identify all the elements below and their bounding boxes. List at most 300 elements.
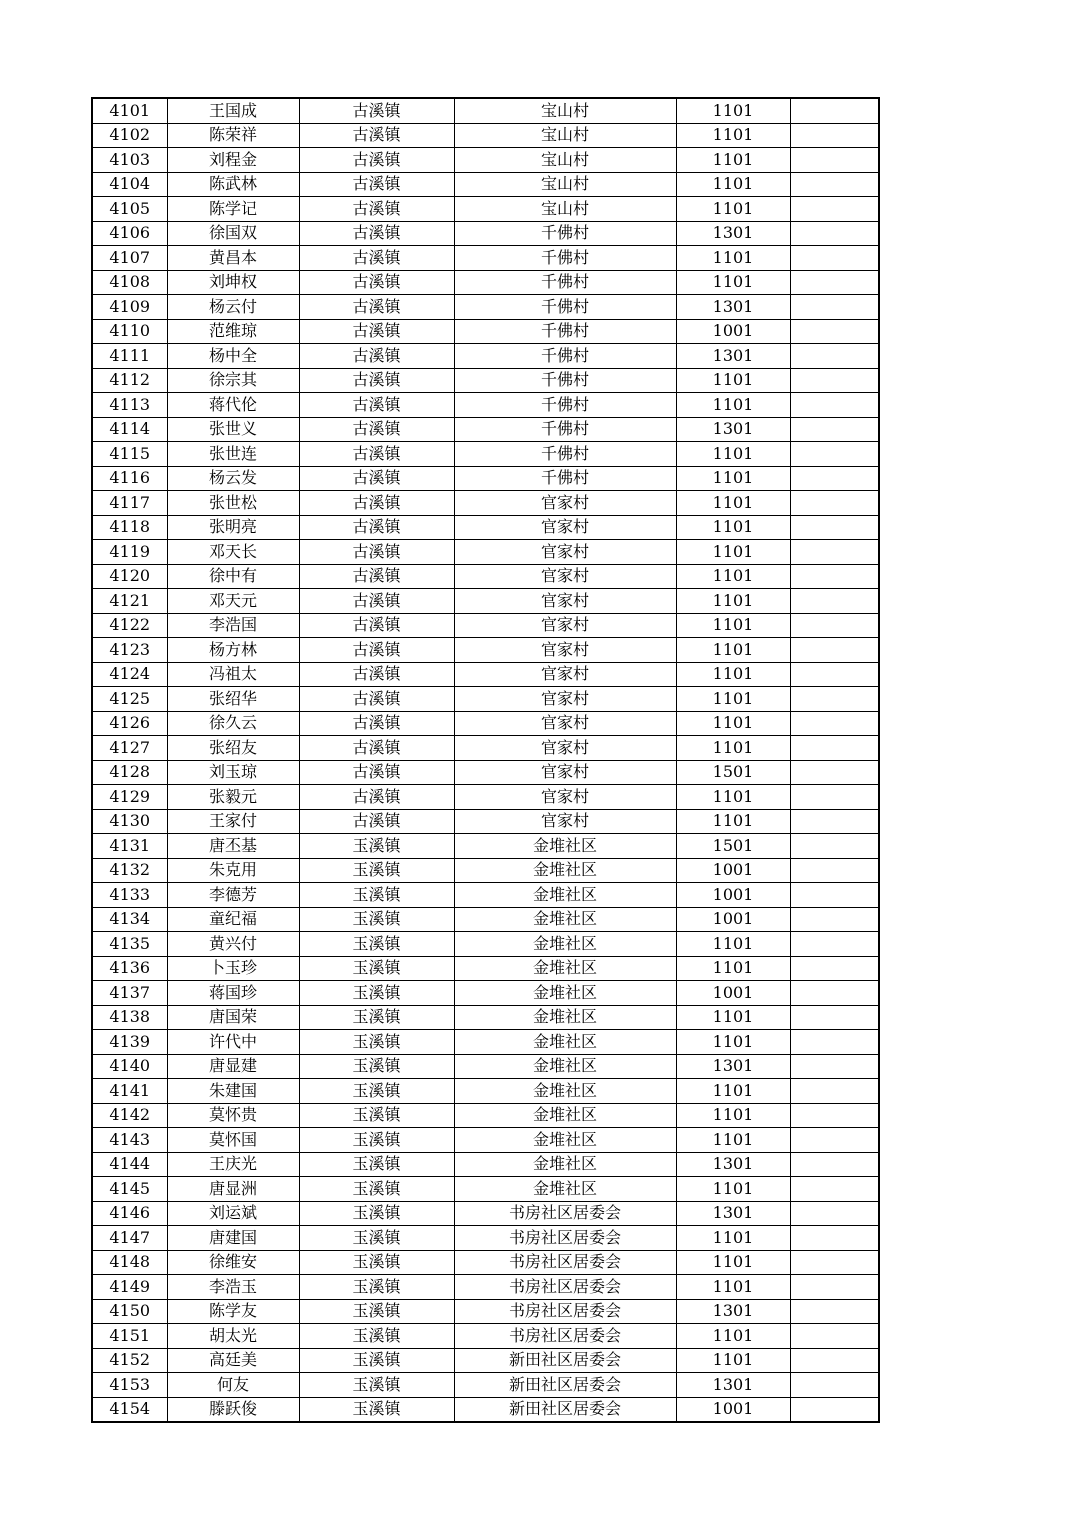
cell-town: 古溪镇 — [299, 466, 454, 491]
table-row — [92, 393, 879, 418]
cell-note — [790, 442, 879, 467]
cell-village: 书房社区居委会 — [454, 1250, 676, 1275]
cell-town: 玉溪镇 — [299, 858, 454, 883]
cell-village: 千佛村 — [454, 246, 676, 271]
cell-id: 4140 — [92, 1054, 167, 1079]
cell-note — [790, 1103, 879, 1128]
table-row — [92, 956, 879, 981]
cell-town: 玉溪镇 — [299, 1348, 454, 1373]
table-row — [92, 711, 879, 736]
cell-town: 古溪镇 — [299, 638, 454, 663]
cell-note — [790, 270, 879, 295]
cell-name: 何友 — [167, 1373, 299, 1398]
cell-village: 新田社区居委会 — [454, 1397, 676, 1422]
cell-town: 古溪镇 — [299, 270, 454, 295]
cell-note — [790, 123, 879, 148]
cell-name: 刘坤权 — [167, 270, 299, 295]
cell-name: 李浩国 — [167, 613, 299, 638]
cell-note — [790, 1275, 879, 1300]
cell-village: 官家村 — [454, 589, 676, 614]
cell-code: 1001 — [676, 883, 790, 908]
cell-village: 金堆社区 — [454, 956, 676, 981]
cell-id: 4133 — [92, 883, 167, 908]
cell-village: 官家村 — [454, 662, 676, 687]
cell-town: 古溪镇 — [299, 246, 454, 271]
table-row — [92, 1128, 879, 1153]
records-table — [91, 97, 880, 1423]
cell-town: 古溪镇 — [299, 613, 454, 638]
cell-id: 4147 — [92, 1226, 167, 1251]
cell-village: 书房社区居委会 — [454, 1324, 676, 1349]
cell-name: 邓天元 — [167, 589, 299, 614]
cell-code: 1001 — [676, 319, 790, 344]
table-row — [92, 638, 879, 663]
cell-town: 古溪镇 — [299, 123, 454, 148]
table-row — [92, 785, 879, 810]
cell-town: 古溪镇 — [299, 515, 454, 540]
table-row — [92, 589, 879, 614]
cell-town: 古溪镇 — [299, 687, 454, 712]
cell-village: 金堆社区 — [454, 1005, 676, 1030]
cell-name: 黄昌本 — [167, 246, 299, 271]
table-row — [92, 1275, 879, 1300]
cell-note — [790, 1005, 879, 1030]
cell-note — [790, 1152, 879, 1177]
cell-village: 千佛村 — [454, 344, 676, 369]
cell-code: 1101 — [676, 246, 790, 271]
table-row — [92, 98, 879, 123]
cell-town: 玉溪镇 — [299, 1103, 454, 1128]
cell-code: 1101 — [676, 1128, 790, 1153]
cell-id: 4112 — [92, 368, 167, 393]
cell-town: 玉溪镇 — [299, 932, 454, 957]
cell-code: 1101 — [676, 785, 790, 810]
cell-town: 古溪镇 — [299, 172, 454, 197]
cell-id: 4114 — [92, 417, 167, 442]
cell-id: 4151 — [92, 1324, 167, 1349]
cell-code: 1101 — [676, 442, 790, 467]
cell-code: 1101 — [676, 172, 790, 197]
cell-code: 1101 — [676, 638, 790, 663]
cell-name: 范维琼 — [167, 319, 299, 344]
cell-code: 1001 — [676, 907, 790, 932]
cell-id: 4103 — [92, 148, 167, 173]
cell-village: 书房社区居委会 — [454, 1275, 676, 1300]
cell-village: 金堆社区 — [454, 1152, 676, 1177]
cell-village: 千佛村 — [454, 295, 676, 320]
cell-name: 黄兴付 — [167, 932, 299, 957]
cell-id: 4149 — [92, 1275, 167, 1300]
cell-id: 4116 — [92, 466, 167, 491]
cell-village: 金堆社区 — [454, 834, 676, 859]
cell-name: 许代中 — [167, 1030, 299, 1055]
cell-code: 1101 — [676, 1275, 790, 1300]
cell-name: 杨云发 — [167, 466, 299, 491]
cell-town: 古溪镇 — [299, 393, 454, 418]
cell-note — [790, 1079, 879, 1104]
table-row — [92, 344, 879, 369]
cell-code: 1001 — [676, 1397, 790, 1422]
cell-code: 1301 — [676, 1201, 790, 1226]
cell-name: 徐国双 — [167, 221, 299, 246]
table-row — [92, 1079, 879, 1104]
cell-town: 古溪镇 — [299, 760, 454, 785]
cell-code: 1301 — [676, 344, 790, 369]
cell-name: 唐建国 — [167, 1226, 299, 1251]
cell-name: 莫怀国 — [167, 1128, 299, 1153]
cell-note — [790, 1030, 879, 1055]
cell-code: 1501 — [676, 760, 790, 785]
cell-town: 古溪镇 — [299, 221, 454, 246]
cell-name: 唐显建 — [167, 1054, 299, 1079]
cell-note — [790, 148, 879, 173]
table-row — [92, 270, 879, 295]
table-row — [92, 417, 879, 442]
table-row — [92, 1299, 879, 1324]
cell-code: 1101 — [676, 1250, 790, 1275]
cell-village: 金堆社区 — [454, 883, 676, 908]
cell-note — [790, 344, 879, 369]
cell-town: 玉溪镇 — [299, 1373, 454, 1398]
cell-code: 1101 — [676, 1103, 790, 1128]
table-row — [92, 1152, 879, 1177]
cell-town: 玉溪镇 — [299, 883, 454, 908]
cell-town: 古溪镇 — [299, 785, 454, 810]
cell-code: 1301 — [676, 417, 790, 442]
cell-code: 1101 — [676, 368, 790, 393]
cell-note — [790, 1373, 879, 1398]
cell-id: 4102 — [92, 123, 167, 148]
cell-code: 1101 — [676, 1030, 790, 1055]
cell-note — [790, 466, 879, 491]
cell-village: 新田社区居委会 — [454, 1348, 676, 1373]
cell-name: 张世义 — [167, 417, 299, 442]
cell-village: 官家村 — [454, 564, 676, 589]
cell-code: 1101 — [676, 1226, 790, 1251]
table-row — [92, 1005, 879, 1030]
cell-name: 徐宗其 — [167, 368, 299, 393]
cell-name: 张世松 — [167, 491, 299, 516]
cell-code: 1301 — [676, 221, 790, 246]
table-row — [92, 1030, 879, 1055]
cell-id: 4110 — [92, 319, 167, 344]
cell-village: 千佛村 — [454, 442, 676, 467]
cell-village: 官家村 — [454, 540, 676, 565]
cell-note — [790, 809, 879, 834]
cell-village: 宝山村 — [454, 148, 676, 173]
cell-town: 玉溪镇 — [299, 1079, 454, 1104]
cell-name: 唐丕基 — [167, 834, 299, 859]
cell-note — [790, 319, 879, 344]
cell-id: 4131 — [92, 834, 167, 859]
cell-village: 千佛村 — [454, 393, 676, 418]
table-row — [92, 1103, 879, 1128]
cell-town: 古溪镇 — [299, 809, 454, 834]
cell-town: 玉溪镇 — [299, 1152, 454, 1177]
cell-code: 1101 — [676, 148, 790, 173]
cell-note — [790, 221, 879, 246]
table-row — [92, 442, 879, 467]
cell-name: 高廷美 — [167, 1348, 299, 1373]
cell-code: 1301 — [676, 1054, 790, 1079]
cell-town: 玉溪镇 — [299, 956, 454, 981]
cell-village: 官家村 — [454, 491, 676, 516]
cell-code: 1101 — [676, 736, 790, 761]
cell-village: 金堆社区 — [454, 1054, 676, 1079]
table-row — [92, 1177, 879, 1202]
cell-code: 1001 — [676, 858, 790, 883]
table-row — [92, 809, 879, 834]
cell-name: 王国成 — [167, 98, 299, 123]
cell-village: 官家村 — [454, 760, 676, 785]
cell-note — [790, 393, 879, 418]
cell-name: 唐显洲 — [167, 1177, 299, 1202]
table-row — [92, 123, 879, 148]
table-row — [92, 1348, 879, 1373]
cell-village: 千佛村 — [454, 221, 676, 246]
cell-village: 新田社区居委会 — [454, 1373, 676, 1398]
cell-id: 4107 — [92, 246, 167, 271]
cell-name: 滕跃俊 — [167, 1397, 299, 1422]
cell-town: 玉溪镇 — [299, 1397, 454, 1422]
cell-town: 古溪镇 — [299, 540, 454, 565]
table-row — [92, 197, 879, 222]
cell-note — [790, 98, 879, 123]
table-row — [92, 1226, 879, 1251]
table-row — [92, 907, 879, 932]
cell-id: 4152 — [92, 1348, 167, 1373]
cell-town: 玉溪镇 — [299, 1177, 454, 1202]
cell-code: 1101 — [676, 662, 790, 687]
cell-name: 张绍华 — [167, 687, 299, 712]
cell-name: 李浩玉 — [167, 1275, 299, 1300]
cell-name: 童纪福 — [167, 907, 299, 932]
cell-code: 1101 — [676, 466, 790, 491]
cell-name: 朱克用 — [167, 858, 299, 883]
cell-village: 金堆社区 — [454, 932, 676, 957]
cell-town: 玉溪镇 — [299, 1201, 454, 1226]
cell-name: 王家付 — [167, 809, 299, 834]
cell-note — [790, 1299, 879, 1324]
cell-town: 古溪镇 — [299, 736, 454, 761]
table-row — [92, 540, 879, 565]
cell-code: 1101 — [676, 564, 790, 589]
cell-town: 古溪镇 — [299, 197, 454, 222]
table-row — [92, 564, 879, 589]
cell-village: 金堆社区 — [454, 1079, 676, 1104]
cell-note — [790, 1201, 879, 1226]
cell-town: 玉溪镇 — [299, 1005, 454, 1030]
table-row — [92, 1250, 879, 1275]
cell-town: 古溪镇 — [299, 589, 454, 614]
cell-town: 古溪镇 — [299, 417, 454, 442]
cell-code: 1101 — [676, 98, 790, 123]
cell-note — [790, 613, 879, 638]
cell-name: 张世连 — [167, 442, 299, 467]
cell-id: 4132 — [92, 858, 167, 883]
cell-village: 书房社区居委会 — [454, 1226, 676, 1251]
table-row — [92, 1054, 879, 1079]
cell-name: 王庆光 — [167, 1152, 299, 1177]
cell-code: 1101 — [676, 589, 790, 614]
cell-id: 4124 — [92, 662, 167, 687]
cell-village: 官家村 — [454, 613, 676, 638]
table-row — [92, 246, 879, 271]
cell-village: 金堆社区 — [454, 858, 676, 883]
cell-note — [790, 172, 879, 197]
cell-id: 4146 — [92, 1201, 167, 1226]
table-row — [92, 1324, 879, 1349]
table-row — [92, 883, 879, 908]
cell-name: 莫怀贵 — [167, 1103, 299, 1128]
cell-code: 1101 — [676, 491, 790, 516]
cell-note — [790, 589, 879, 614]
cell-id: 4154 — [92, 1397, 167, 1422]
cell-town: 古溪镇 — [299, 148, 454, 173]
cell-id: 4150 — [92, 1299, 167, 1324]
cell-code: 1101 — [676, 393, 790, 418]
cell-note — [790, 295, 879, 320]
table-row — [92, 221, 879, 246]
cell-village: 千佛村 — [454, 270, 676, 295]
cell-code: 1301 — [676, 295, 790, 320]
cell-name: 李德芳 — [167, 883, 299, 908]
cell-note — [790, 711, 879, 736]
cell-village: 官家村 — [454, 638, 676, 663]
cell-village: 金堆社区 — [454, 907, 676, 932]
cell-note — [790, 760, 879, 785]
cell-village: 书房社区居委会 — [454, 1201, 676, 1226]
cell-id: 4144 — [92, 1152, 167, 1177]
cell-note — [790, 785, 879, 810]
cell-village: 宝山村 — [454, 123, 676, 148]
cell-code: 1101 — [676, 711, 790, 736]
table-row — [92, 834, 879, 859]
cell-code: 1001 — [676, 981, 790, 1006]
cell-note — [790, 564, 879, 589]
cell-note — [790, 932, 879, 957]
cell-note — [790, 1226, 879, 1251]
cell-id: 4141 — [92, 1079, 167, 1104]
cell-note — [790, 1348, 879, 1373]
cell-note — [790, 687, 879, 712]
cell-id: 4105 — [92, 197, 167, 222]
cell-name: 蒋国珍 — [167, 981, 299, 1006]
cell-note — [790, 638, 879, 663]
cell-note — [790, 197, 879, 222]
table-row — [92, 858, 879, 883]
cell-id: 4122 — [92, 613, 167, 638]
cell-village: 千佛村 — [454, 417, 676, 442]
cell-id: 4109 — [92, 295, 167, 320]
cell-note — [790, 1054, 879, 1079]
cell-id: 4135 — [92, 932, 167, 957]
cell-village: 宝山村 — [454, 98, 676, 123]
cell-town: 玉溪镇 — [299, 981, 454, 1006]
table-row — [92, 613, 879, 638]
cell-town: 玉溪镇 — [299, 834, 454, 859]
cell-village: 书房社区居委会 — [454, 1299, 676, 1324]
cell-name: 朱建国 — [167, 1079, 299, 1104]
table-row — [92, 491, 879, 516]
cell-note — [790, 1177, 879, 1202]
cell-note — [790, 834, 879, 859]
cell-name: 刘程金 — [167, 148, 299, 173]
cell-id: 4113 — [92, 393, 167, 418]
cell-name: 杨云付 — [167, 295, 299, 320]
cell-note — [790, 491, 879, 516]
cell-name: 蒋代伦 — [167, 393, 299, 418]
table-row — [92, 295, 879, 320]
cell-town: 玉溪镇 — [299, 1275, 454, 1300]
cell-town: 古溪镇 — [299, 564, 454, 589]
cell-town: 古溪镇 — [299, 368, 454, 393]
cell-id: 4153 — [92, 1373, 167, 1398]
cell-town: 玉溪镇 — [299, 1030, 454, 1055]
cell-id: 4134 — [92, 907, 167, 932]
cell-id: 4120 — [92, 564, 167, 589]
cell-village: 宝山村 — [454, 172, 676, 197]
cell-id: 4128 — [92, 760, 167, 785]
cell-town: 玉溪镇 — [299, 907, 454, 932]
cell-code: 1101 — [676, 1348, 790, 1373]
cell-code: 1301 — [676, 1299, 790, 1324]
cell-town: 玉溪镇 — [299, 1128, 454, 1153]
cell-id: 4121 — [92, 589, 167, 614]
cell-note — [790, 515, 879, 540]
cell-code: 1101 — [676, 197, 790, 222]
cell-town: 古溪镇 — [299, 98, 454, 123]
cell-note — [790, 956, 879, 981]
cell-code: 1101 — [676, 687, 790, 712]
cell-note — [790, 662, 879, 687]
cell-name: 张绍友 — [167, 736, 299, 761]
cell-code: 1101 — [676, 123, 790, 148]
cell-village: 金堆社区 — [454, 981, 676, 1006]
cell-code: 1101 — [676, 1079, 790, 1104]
cell-code: 1301 — [676, 1152, 790, 1177]
cell-town: 古溪镇 — [299, 319, 454, 344]
table-row — [92, 466, 879, 491]
cell-note — [790, 1324, 879, 1349]
cell-id: 4118 — [92, 515, 167, 540]
cell-code: 1101 — [676, 613, 790, 638]
table-row — [92, 319, 879, 344]
cell-name: 徐久云 — [167, 711, 299, 736]
table-row — [92, 932, 879, 957]
cell-town: 古溪镇 — [299, 295, 454, 320]
cell-note — [790, 246, 879, 271]
table-row — [92, 148, 879, 173]
cell-town: 古溪镇 — [299, 711, 454, 736]
cell-id: 4136 — [92, 956, 167, 981]
cell-town: 古溪镇 — [299, 344, 454, 369]
cell-village: 官家村 — [454, 736, 676, 761]
cell-note — [790, 736, 879, 761]
cell-name: 陈武林 — [167, 172, 299, 197]
records-table-body — [92, 98, 879, 1422]
cell-village: 官家村 — [454, 809, 676, 834]
cell-code: 1101 — [676, 1005, 790, 1030]
cell-name: 陈荣祥 — [167, 123, 299, 148]
cell-note — [790, 540, 879, 565]
cell-note — [790, 883, 879, 908]
cell-id: 4101 — [92, 98, 167, 123]
cell-name: 胡太光 — [167, 1324, 299, 1349]
cell-name: 刘玉琼 — [167, 760, 299, 785]
cell-town: 玉溪镇 — [299, 1324, 454, 1349]
cell-id: 4127 — [92, 736, 167, 761]
